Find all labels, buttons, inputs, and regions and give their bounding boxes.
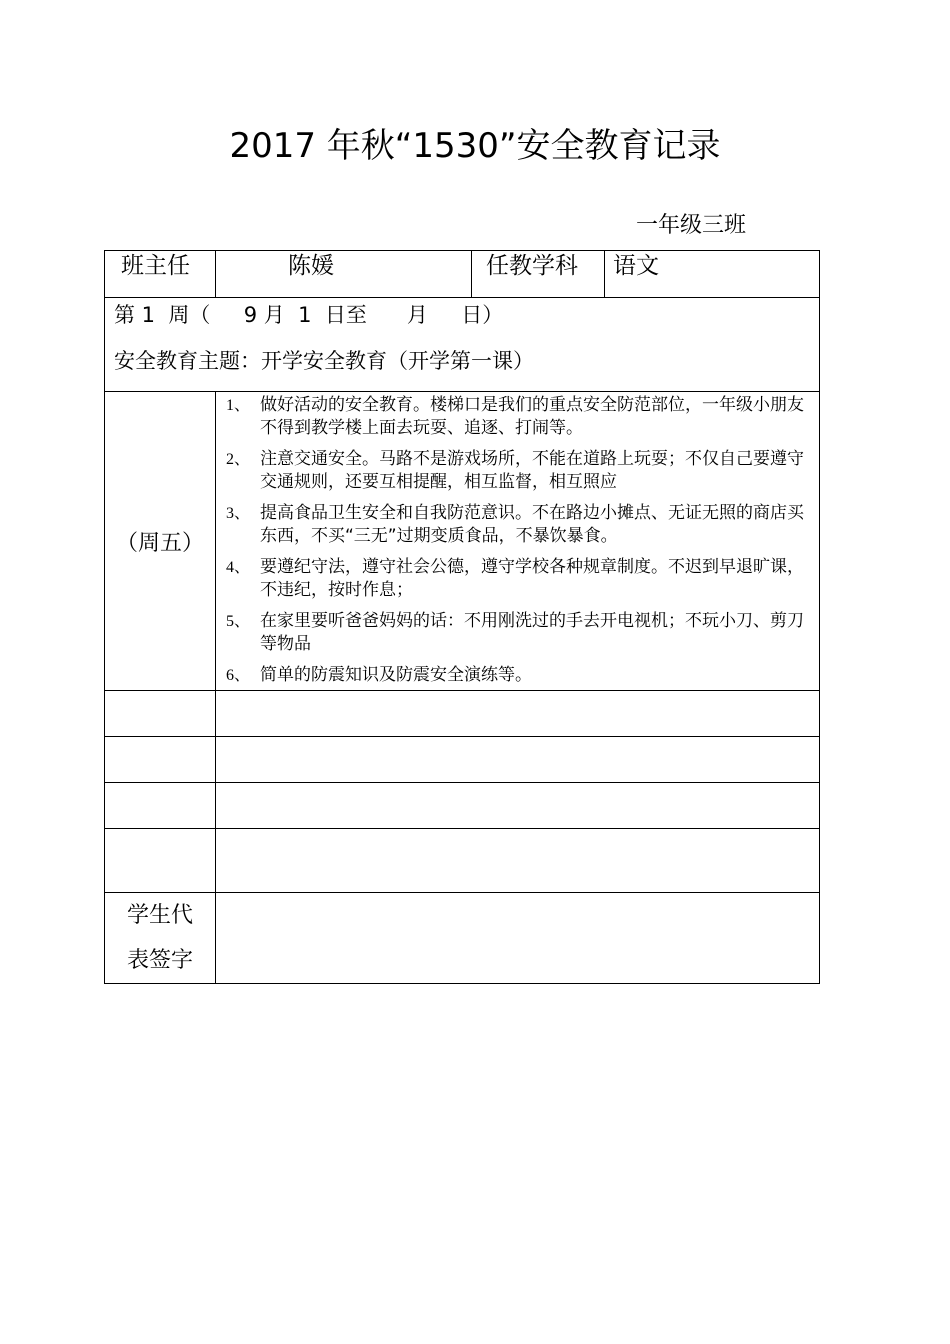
item-number: 2、 [226, 451, 251, 468]
list-item [226, 610, 811, 656]
safety-record-table [104, 250, 820, 984]
safety-theme: 安全教育主题：开学安全教育（开学第一课） [114, 349, 534, 373]
signature-label [105, 893, 216, 984]
list-item [226, 556, 811, 602]
blank-cell [216, 783, 820, 829]
week-cell [105, 298, 820, 392]
signature-label-line1: 学生代 [126, 903, 193, 928]
blank-cell [216, 691, 820, 737]
signature-area[interactable] [216, 893, 820, 984]
blank-cell [105, 737, 216, 783]
list-item [226, 502, 811, 548]
blank-row [105, 783, 820, 829]
week-row [105, 298, 820, 392]
signature-row [105, 893, 820, 984]
item-number: 1、 [226, 397, 251, 414]
class-name: 一年级三班 [636, 213, 747, 238]
item-text: 做好活动的安全教育。楼梯口是我们的重点安全防范部位，一年级小朋友不得到教学楼上面去玩耍、追逐、打闹等。 [260, 395, 804, 438]
day-label: （周五） [105, 392, 216, 691]
blank-cell [216, 737, 820, 783]
blank-row [105, 737, 820, 783]
item-text: 提高食品卫生安全和自我防范意识。不在路边小摊点、无证无照的商店买东西，不买“三无”过期变质食品，不暴饮暴食。 [260, 503, 804, 546]
signature-label-line2: 表签字 [126, 948, 193, 973]
item-text: 注意交通安全。马路不是游戏场所，不能在道路上玩耍；不仅自己要遵守交通规则，还要互相提醒，相互监督，相互照应 [260, 449, 804, 492]
list-item [226, 394, 811, 440]
item-text: 在家里要听爸爸妈妈的话：不用刚洗过的手去开电视机；不玩小刀、剪刀等物品 [260, 611, 804, 654]
subject-value: 语文 [605, 251, 820, 298]
blank-cell [105, 829, 216, 893]
items-cell [216, 392, 820, 691]
header-row [105, 251, 820, 298]
item-number: 4、 [226, 559, 251, 576]
item-number: 3、 [226, 505, 251, 522]
week-range: 第 1 周（ 9 月 1 日至 月 日） [114, 303, 504, 327]
item-text: 要遵纪守法，遵守社会公德，遵守学校各种规章制度。不迟到早退旷课，不违纪，按时作息； [260, 557, 804, 600]
list-item [226, 448, 811, 494]
list-item [226, 664, 811, 687]
item-number: 6、 [226, 667, 251, 684]
subject-label: 任教学科 [472, 251, 605, 298]
document-title: 2017 年秋“1530”安全教育记录 [229, 126, 721, 166]
item-text: 简单的防震知识及防震安全演练等。 [260, 665, 532, 685]
blank-cell [105, 783, 216, 829]
blank-row [105, 691, 820, 737]
content-row [105, 392, 820, 691]
teacher-name: 陈媛 [216, 251, 472, 298]
blank-row [105, 829, 820, 893]
blank-cell [216, 829, 820, 893]
teacher-label: 班主任 [105, 251, 216, 298]
item-number: 5、 [226, 613, 251, 630]
blank-cell [105, 691, 216, 737]
